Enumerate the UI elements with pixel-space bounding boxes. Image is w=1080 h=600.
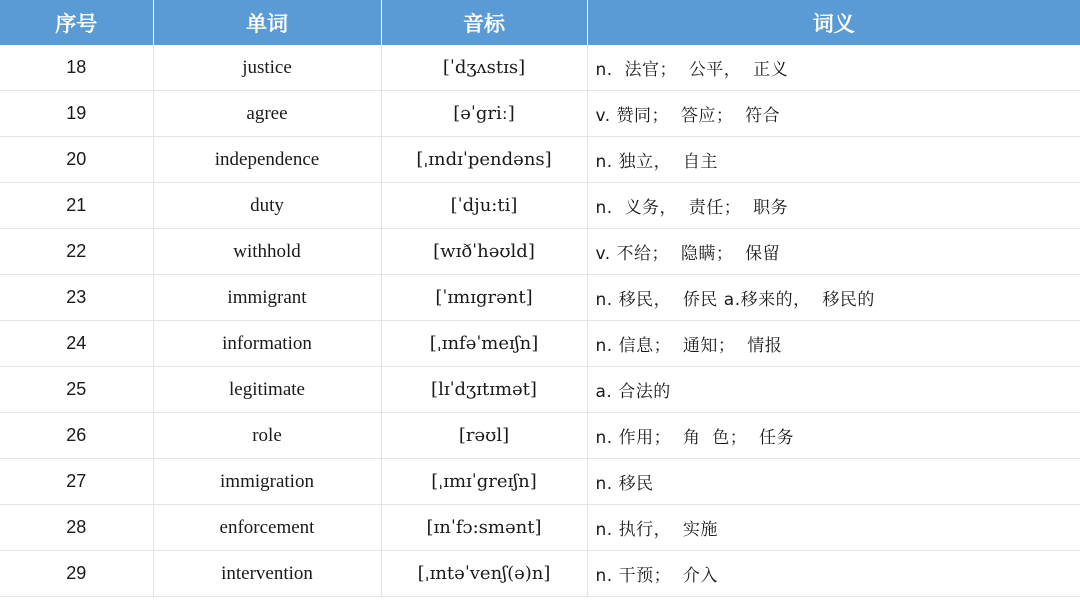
cell-meaning: n. 执行， 实施 [587, 505, 1080, 551]
table-row [0, 413, 1080, 459]
cell-phonetic: [ˈɪmɪgrənt] [381, 275, 587, 321]
cell-index: 18 [0, 45, 153, 91]
cell-phonetic: [ˈdʒʌstɪs] [381, 45, 587, 91]
cell-phonetic: [ɪnˈfɔ:smənt] [381, 505, 587, 551]
cell-word: agree [153, 91, 381, 137]
cell-meaning: n. 移民， 侨民 a.移来的， 移民的 [587, 275, 1080, 321]
cell-meaning: n. 作用； 角 色； 任务 [587, 413, 1080, 459]
cell-index: 21 [0, 183, 153, 229]
cell-index: 26 [0, 413, 153, 459]
table-row [0, 229, 1080, 275]
cell-word: duty [153, 183, 381, 229]
cell-meaning: n. 义务， 责任； 职务 [587, 183, 1080, 229]
cell-word: intervention [153, 551, 381, 597]
cell-phonetic: [əˈgriː] [381, 91, 587, 137]
cell-meaning: n. 信息； 通知； 情报 [587, 321, 1080, 367]
header-word: 单词 [153, 0, 381, 45]
cell-word: withhold [153, 229, 381, 275]
cell-index: 28 [0, 505, 153, 551]
table-row [0, 459, 1080, 505]
cell-meaning: v. 赞同； 答应； 符合 [587, 91, 1080, 137]
table-row [0, 275, 1080, 321]
header-row [0, 0, 1080, 45]
cell-phonetic: [ˌɪntəˈvenʃ(ə)n] [381, 551, 587, 597]
cell-word: justice [153, 45, 381, 91]
cell-index: 29 [0, 551, 153, 597]
cell-index: 24 [0, 321, 153, 367]
cell-index: 19 [0, 91, 153, 137]
cell-word: legitimate [153, 367, 381, 413]
table-row [0, 183, 1080, 229]
cell-word: immigrant [153, 275, 381, 321]
header-meaning: 词义 [587, 0, 1080, 45]
cell-phonetic: [ˌɪndɪˈpendəns] [381, 137, 587, 183]
cell-meaning: n. 法官； 公平， 正义 [587, 45, 1080, 91]
cell-meaning: n. 干预； 介入 [587, 551, 1080, 597]
table-row [0, 321, 1080, 367]
cell-word: immigration [153, 459, 381, 505]
cell-index: 23 [0, 275, 153, 321]
table-header [0, 0, 1080, 45]
cell-word: role [153, 413, 381, 459]
cell-index: 27 [0, 459, 153, 505]
cell-word: enforcement [153, 505, 381, 551]
cell-meaning: n. 独立， 自主 [587, 137, 1080, 183]
cell-word: independence [153, 137, 381, 183]
cell-index: 20 [0, 137, 153, 183]
cell-index: 25 [0, 367, 153, 413]
table-row [0, 551, 1080, 597]
cell-phonetic: [ˈdju:ti] [381, 183, 587, 229]
table-row [0, 91, 1080, 137]
cell-phonetic: [wɪðˈhəʊld] [381, 229, 587, 275]
cell-meaning: n. 移民 [587, 459, 1080, 505]
cell-meaning: v. 不给； 隐瞒； 保留 [587, 229, 1080, 275]
cell-index: 22 [0, 229, 153, 275]
table-row [0, 137, 1080, 183]
table-row [0, 45, 1080, 91]
table-row [0, 505, 1080, 551]
cell-phonetic: [ˌɪnfəˈmeɪʃn] [381, 321, 587, 367]
cell-phonetic: [lɪˈdʒɪtɪmət] [381, 367, 587, 413]
table-row [0, 367, 1080, 413]
table-body [0, 45, 1080, 597]
header-index: 序号 [0, 0, 153, 45]
header-phonetic: 音标 [381, 0, 587, 45]
cell-phonetic: [ˌɪmɪˈgreɪʃn] [381, 459, 587, 505]
cell-meaning: a. 合法的 [587, 367, 1080, 413]
cell-word: information [153, 321, 381, 367]
cell-phonetic: [rəʊl] [381, 413, 587, 459]
